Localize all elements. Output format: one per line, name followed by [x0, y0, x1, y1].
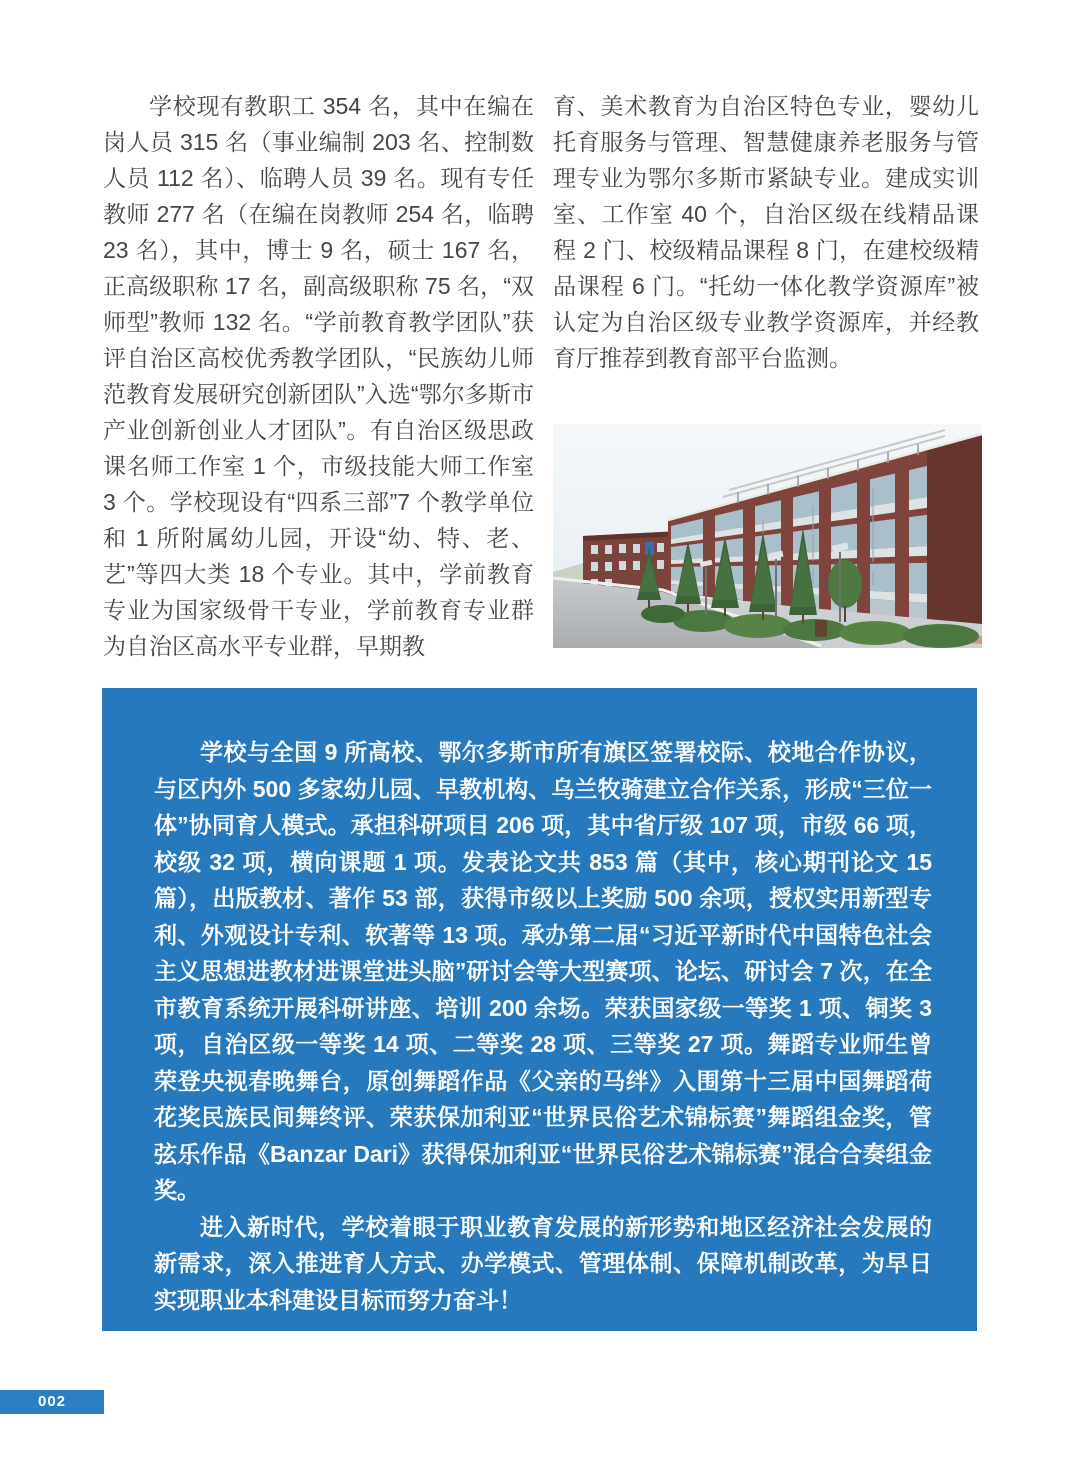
campus-photo-illustration	[553, 424, 982, 648]
body-text-left-column: 学校现有教职工 354 名，其中在编在岗人员 315 名（事业编制 203 名、控制数人员 112 名）、临聘人员 39 名。现有专任教师 277 名（在编在岗教师 254 名，临聘 23 名），其中，博士 9 名，硕士 167 名，正高级职称 17 名，副高级职称 75 名，“双师型”教师 132 名。“学前教育教学团队”获评自治区高校优秀教学团队，“民族幼儿师范教育发展研究创新团队”入选“鄂尔多斯市产业创新创业人才团队”。有自治区级思政课名师工作室 1 个，市级技能大师工作室 3 个。学校现设有“四系三部”7 个教学单位和 1 所附属幼儿园，开设“幼、特、老、艺”等四大类 18 个专业。其中，学前教育专业为国家级骨干专业，学前教育专业群为自治区高水平专业群，早期教	[103, 93, 534, 659]
photo-corner-column	[927, 434, 982, 628]
highlight-box	[102, 688, 977, 1331]
body-text-right-column: 育、美术教育为自治区特色专业，婴幼儿托育服务与管理、智慧健康养老服务与管理专业为鄂尔多斯市紧缺专业。建成实训室、工作室 40 个，自治区级在线精品课程 2 门、校级精品课程 8 门，在建校级精品课程 6 门。“托幼一体化教学资源库”被认定为自治区级专业教学资源库，并经教育厅推荐到教育部平台监测。	[553, 93, 979, 371]
photo-trash-bin	[815, 620, 827, 637]
highlight-paragraph-2: 进入新时代，学校着眼于职业教育发展的新形势和地区经济社会发展的新需求，深入推进育人方式、办学模式、管理体制、保障机制改革，为早日实现职业本科建设目标而努力奋斗！	[154, 1213, 932, 1313]
campus-photo	[553, 424, 982, 648]
highlight-paragraph-1: 学校与全国 9 所高校、鄂尔多斯市所有旗区签署校际、校地合作协议，与区内外 500 多家幼儿园、早教机构、乌兰牧骑建立合作关系，形成“三位一体”协同育人模式。承担科研项目 206 项，其中省厅级 107 项，市级 66 项，校级 32 项，横向课题 1 项。发表论文共 853 篇（其中，核心期刊论文 15 篇），出版教材、著作 53 部，获得市级以上奖励 500 余项，授权实用新型专利、外观设计专利、软著等 13 项。承办第二届“习近平新时代中国特色社会主义思想进教材进课堂进头脑”研讨会等大型赛项、论坛、研讨会 7 次，在全市教育系统开展科研讲座、培训 200 余场。荣获国家级一等奖 1 项、铜奖 3 项，自治区级一等奖 14 项、二等奖 28 项、三等奖 27 项。舞蹈专业师生曾荣登央视春晚舞台，原创舞蹈作品《父亲的马绊》入围第十三届中国舞蹈荷花奖民族民间舞终评、荣获保加利亚“世界民俗艺术锦标赛”舞蹈组金奖，管弦乐作品《Banzar Dari》获得保加利亚“世界民俗艺术锦标赛”混合合奏组金奖。	[154, 739, 932, 1203]
page-number: 002	[37, 1393, 67, 1410]
highlight-box-text	[154, 734, 932, 1318]
page-number-tab	[0, 1390, 104, 1414]
